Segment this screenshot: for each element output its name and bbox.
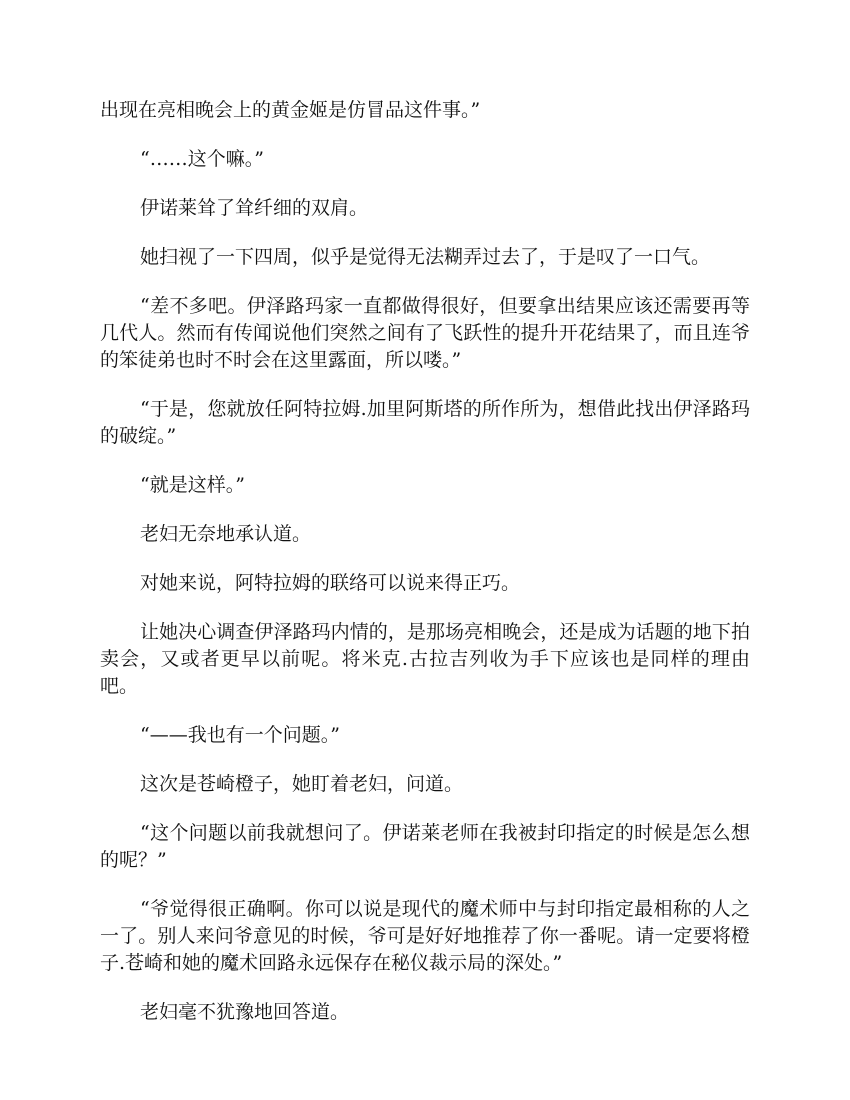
paragraph-4: 她扫视了一下四周，似乎是觉得无法糊弄过去了，于是叹了一口气。: [140, 246, 711, 268]
paragraph-10: 让她决心调查伊泽路玛内情的，是那场亮相晚会，还是成为话题的地下拍卖会，又或者更早以前呢。将米克.古拉吉列收为手下应该也是同样的理由吧。: [100, 621, 750, 697]
paragraph-3: 伊诺莱耸了耸纤细的双肩。: [140, 197, 369, 219]
paragraph-2: “……这个嘛。”: [140, 148, 264, 170]
paragraph-5: “差不多吧。伊泽路玛家一直都做得很好，但要拿出结果应该还需要再等几代人。然而有传闻说他们突然之间有了飞跃性的提升开花结果了，而且连爷的笨徒弟也时不时会在这里露面，所以喽。”: [100, 295, 750, 371]
paragraph-7: “就是这样。”: [140, 474, 245, 496]
paragraph-13: “这个问题以前我就想问了。伊诺莱老师在我被封印指定的时候是怎么想的呢？”: [100, 822, 750, 871]
paragraph-9: 对她来说，阿特拉姆的联络可以说来得正巧。: [140, 572, 521, 594]
paragraph-1: 出现在亮相晚会上的黄金姬是仿冒品这件事。”: [100, 99, 481, 121]
document-body: [100, 97, 750, 1048]
paragraph-12: 这次是苍崎橙子，她盯着老妇，问道。: [140, 773, 464, 795]
paragraph-8: 老妇无奈地承认道。: [140, 523, 312, 545]
paragraph-11: “——我也有一个问题。”: [140, 724, 340, 746]
paragraph-6: “于是，您就放任阿特拉姆.加里阿斯塔的所作所为，想借此找出伊泽路玛的破绽。”: [100, 398, 750, 447]
paragraph-15: 老妇毫不犹豫地回答道。: [140, 1001, 350, 1023]
paragraph-14: “爷觉得很正确啊。你可以说是现代的魔术师中与封印指定最相称的人之一了。别人来问爷意见的时候，爷可是好好地推荐了你一番呢。请一定要将橙子.苍崎和她的魔术回路永远保存在秘仪裁示局的深处。”: [100, 898, 750, 974]
